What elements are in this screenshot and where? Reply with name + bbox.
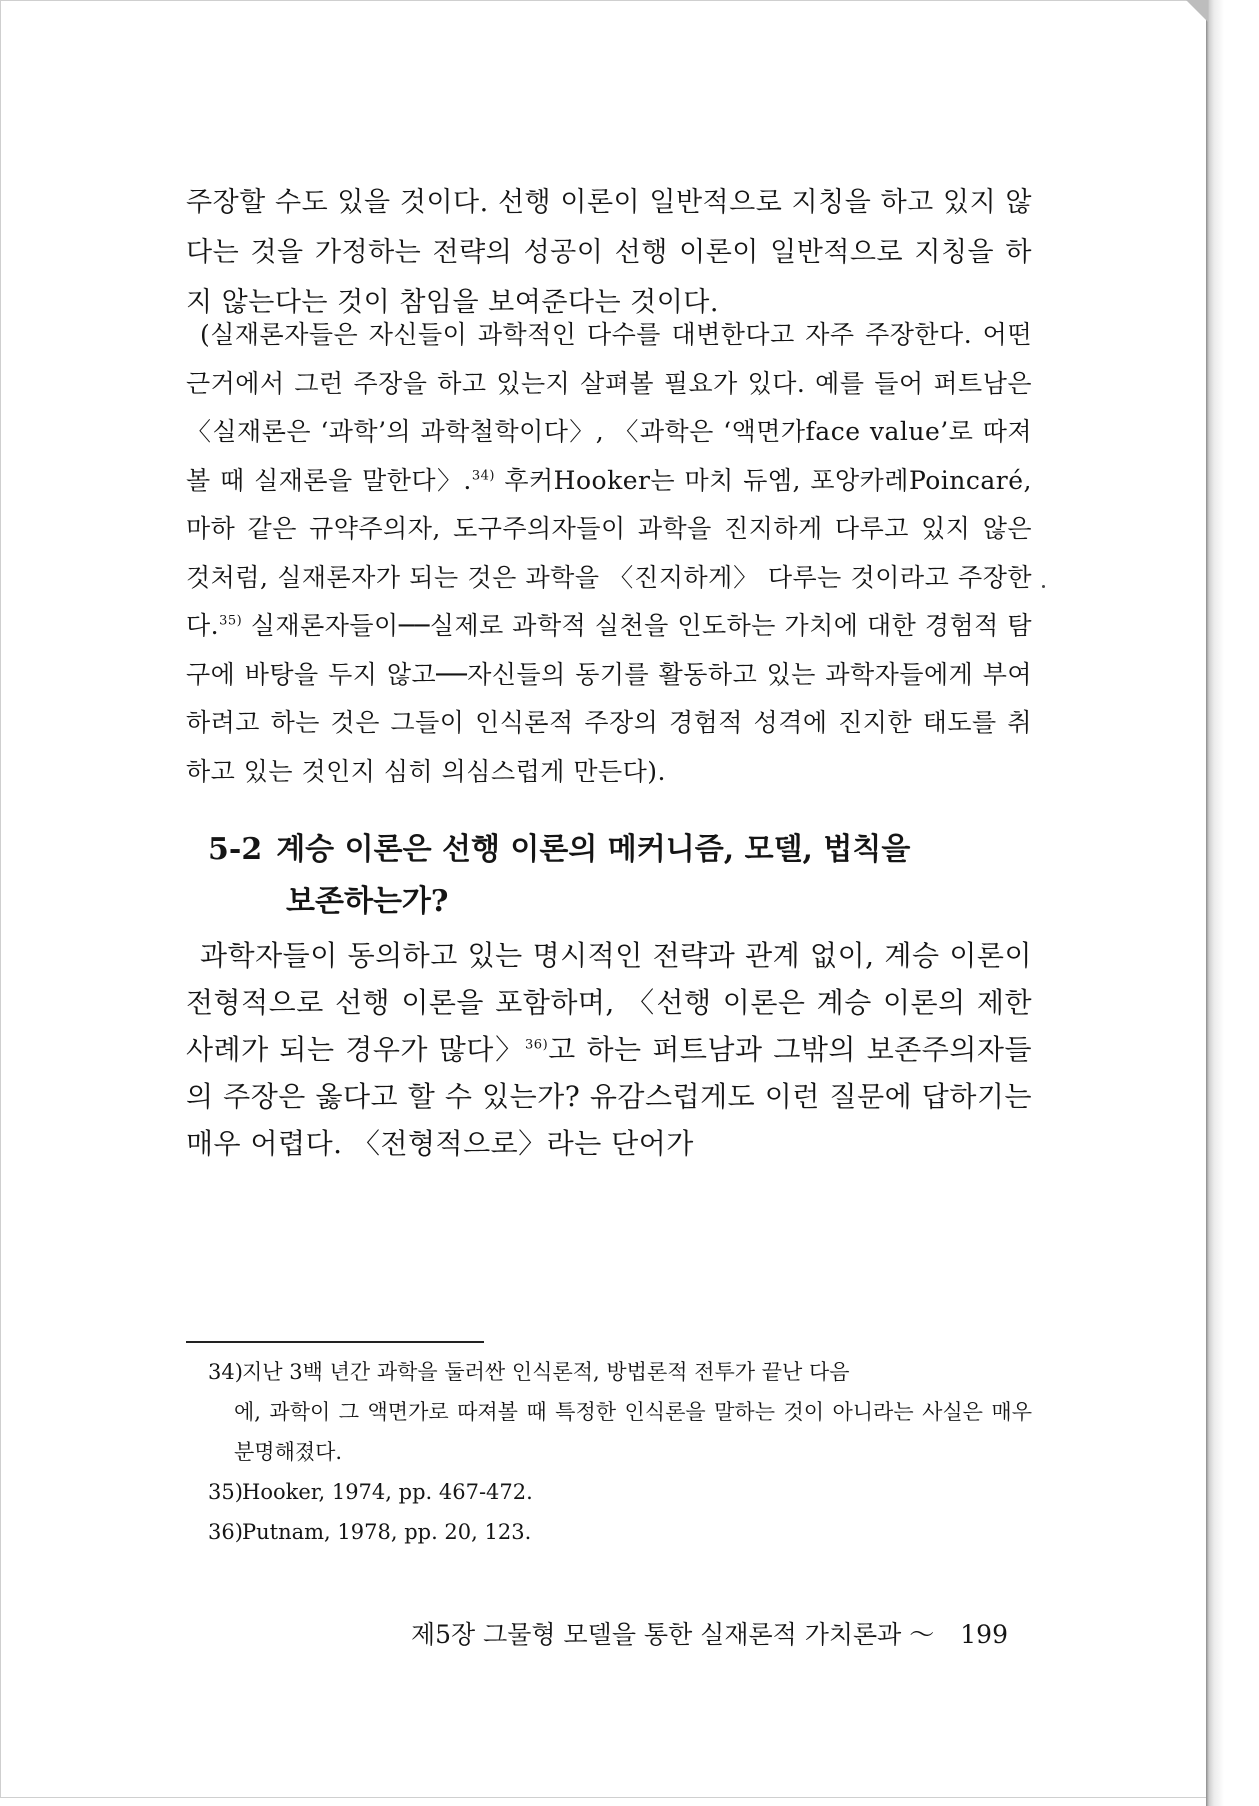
paragraph-2 xyxy=(186,311,1032,796)
footnote-35 xyxy=(208,1472,1032,1512)
paragraph-1: 주장할 수도 있을 것이다. 선행 이론이 일반적으로 지칭을 하고 있지 않다는 것을 가정하는 전략의 성공이 선행 이론이 일반적으로 지칭을 하지 않는다는 것이 참임을 보여준다는 것이다. xyxy=(186,187,1032,318)
main-text-top xyxy=(186,178,1032,328)
main-text-parenthetical xyxy=(186,311,1032,796)
stray-mark xyxy=(1042,585,1045,588)
section-number: 5-2 xyxy=(208,832,263,867)
footnote-text-line1: Hooker, 1974, pp. 467-472. xyxy=(242,1480,533,1504)
footnote-ref-35[interactable]: 35) xyxy=(219,613,243,629)
main-text-section xyxy=(186,932,1032,1167)
running-footer xyxy=(328,1615,1008,1655)
footnote-text-line1: Putnam, 1978, pp. 20, 123. xyxy=(242,1520,532,1544)
section-title-line2: 보존하는가? xyxy=(286,884,449,919)
footnote-divider xyxy=(186,1341,484,1343)
paragraph-2-part-c: 실재론자들이──실제로 과학적 실천을 인도하는 가치에 대한 경험적 탐구에 바탕을 두지 않고──자신들의 동기를 활동하고 있는 과학자들에게 부여하려고 하는 것은 그들이 인식론적 주장의 경험적 성격에 진지한 태도를 취하고 있는 것인지 심히 의심스럽게 만든다). xyxy=(186,611,1032,786)
page-number: 199 xyxy=(960,1620,1008,1649)
footnote-36 xyxy=(208,1512,1032,1552)
paragraph-3-part-a: 과학자들이 동의하고 있는 명시적인 전략과 관계 없이, 계승 이론이 전형적으로 선행 이론을 포함하며, 〈선행 이론은 계승 이론의 제한 사례가 되는 경우가 많다〉 xyxy=(186,939,1032,1066)
footnote-number: 36) xyxy=(208,1520,243,1544)
running-title: 제5장 그물형 모델을 통한 실재론적 가치론과 ～ xyxy=(410,1620,935,1649)
footnote-number: 34) xyxy=(208,1360,243,1384)
section-heading xyxy=(208,824,1038,928)
footnote-34 xyxy=(208,1352,1032,1472)
footnote-text-rest: 에, 과학이 그 액면가로 따져볼 때 특정한 인식론을 말하는 것이 아니라는 사실은 매우 분명해졌다. xyxy=(234,1400,1032,1464)
footnotes xyxy=(208,1352,1032,1552)
paragraph-3-part-b: 고 하는 퍼트남과 그밖의 보존주의자들의 주장은 옳다고 할 수 있는가? 유감스럽게도 이런 질문에 답하기는 매우 어렵다. 〈전형적으로〉라는 단어가 xyxy=(186,1033,1032,1160)
paragraph-2-part-b: 후커Hooker는 마치 듀엠, 포앙카레Poincaré, 마하 같은 규약주의자, 도구주의자들이 과학을 진지하게 다루고 있지 않은 것처럼, 실재론자가 되는 것은 과학을 〈진지하게〉 다루는 것이라고 주장한다. xyxy=(186,465,1032,640)
paragraph-2-part-a: (실재론자들은 자신들이 과학적인 다수를 대변한다고 자주 주장한다. 어떤 근거에서 그런 주장을 하고 있는지 살펴볼 필요가 있다. 예를 들어 퍼트남은 〈실재론은 ‘과학’의 과학철학이다〉, 〈과학은 ‘액면가face value’로 따져볼 때 실재론을 말한다〉. xyxy=(186,320,1032,495)
footnote-text-line1: 지난 3백 년간 과학을 둘러싼 인식론적, 방법론적 전투가 끝난 다음 xyxy=(242,1360,850,1384)
page-edge-shadow xyxy=(1206,0,1224,1806)
paragraph-3 xyxy=(186,932,1032,1167)
section-title-line1: 계승 이론은 선행 이론의 메커니즘, 모델, 법칙을 xyxy=(276,832,911,867)
footnote-ref-36[interactable]: 36) xyxy=(525,1037,549,1053)
page-corner-fold-icon xyxy=(1186,0,1208,22)
footnote-ref-34[interactable]: 34) xyxy=(471,468,495,484)
footnote-number: 35) xyxy=(208,1480,243,1504)
